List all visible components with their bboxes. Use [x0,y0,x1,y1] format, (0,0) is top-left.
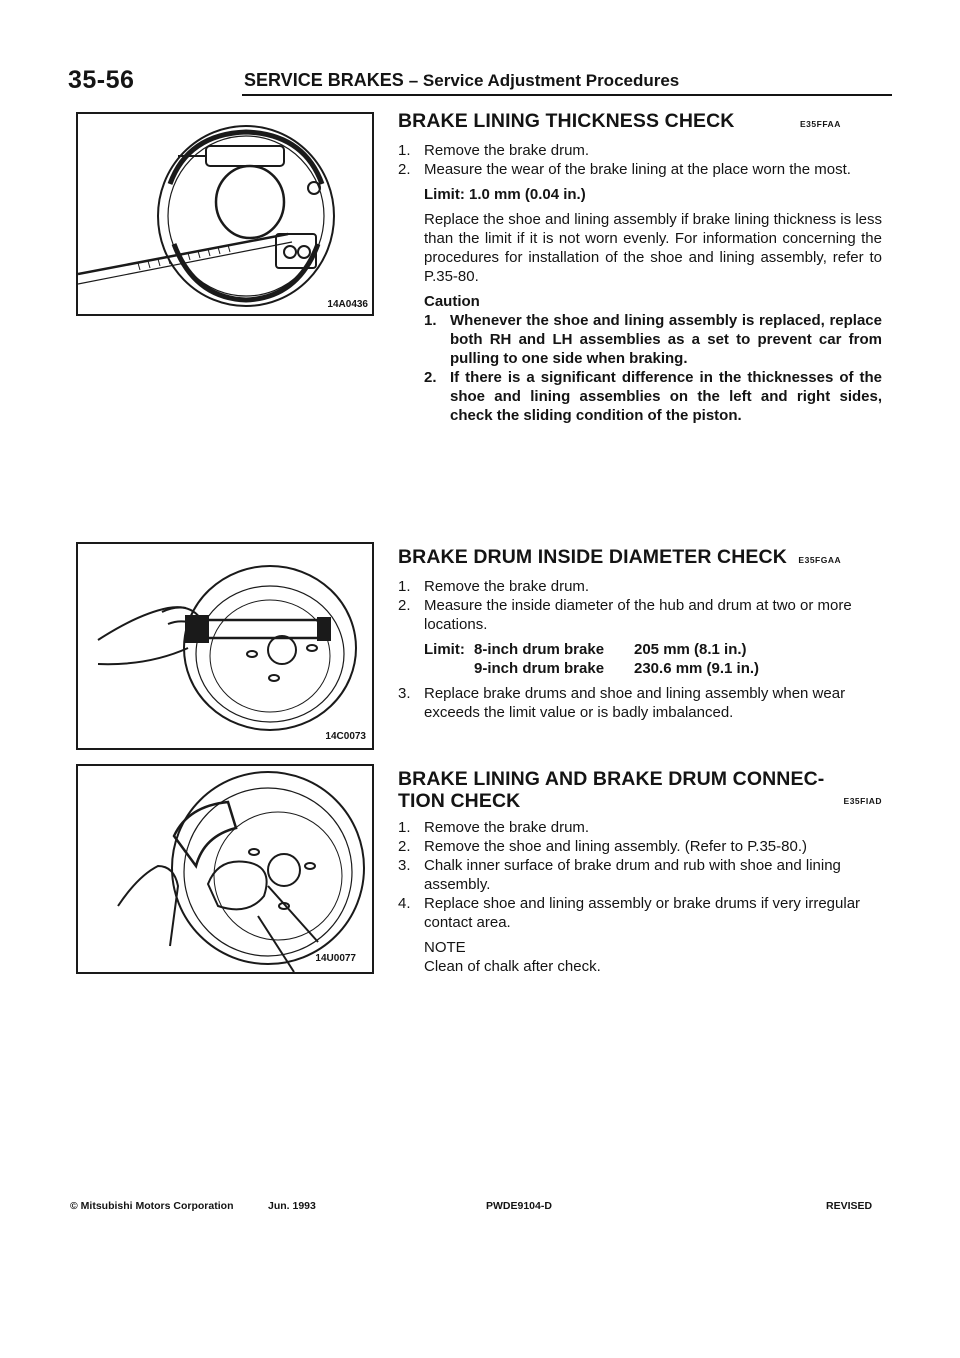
figure-drum-diameter [76,542,374,750]
section-lining-thickness [398,110,882,425]
limit-value: 205 mm (8.1 in.) [634,641,747,658]
step-item: 1. Remove the brake drum. [398,142,590,159]
step-item: 3. Replace brake drums and shoe and lining assembly when wear exceeds the limit value or is badly imbalanced. [398,685,846,721]
section-title-line2: TION CHECK E35FIAD [398,790,882,812]
step-item: 4. Replace shoe and lining assembly or brake drums if very irregular contact area. [398,895,861,931]
section-title: BRAKE LINING THICKNESS CHECK E35FFAA [398,110,841,132]
caution-item: 2. If there is a significant difference in the thicknesses of the shoe and lining assemblies on the left and right sides, check the sliding condition of the piston. [424,369,882,424]
caution-title: Caution [424,293,480,310]
figure-code: 14A0436 [327,299,368,310]
caution-item: 1. Whenever the shoe and lining assembly is replaced, replace both RH and LH assemblies as a set to prevent car from pulling to one side when braking. [424,312,882,367]
note-title: NOTE [424,939,466,956]
step-item: 2. Measure the wear of the brake lining at the place worn the most. [398,161,851,178]
limit-row [424,640,882,659]
limit-item: 9-inch drum brake [474,660,605,677]
step-item: 3. Chalk inner surface of brake drum and rub with shoe and lining assembly. [398,857,841,893]
step-item: 1. Remove the brake drum. [398,578,590,595]
paragraph: Replace the shoe and lining assembly if brake lining thickness is less than the limit if it is not worn evenly. For information concerning the procedures for installation of the shoe and lining assembly, refer to P.35-80. [424,211,882,285]
section-code: E35FIAD [843,796,882,806]
caution-list [398,311,882,425]
note-text: Clean of chalk after check. [424,958,601,975]
limit-table [398,640,882,678]
limit-value: 230.6 mm (9.1 in.) [634,660,760,677]
section-drum-diameter [398,546,882,722]
section-code: E35FGAA [798,555,842,565]
section-title-line1: BRAKE LINING AND BRAKE DRUM CONNEC- [398,768,825,790]
figure-code: 14C0073 [325,731,366,742]
limit-item: 8-inch drum brake [474,641,605,658]
limit-label: Limit: [424,641,465,658]
figure-drum-connection [76,764,374,974]
section-title: BRAKE DRUM INSIDE DIAMETER CHECK E35FGAA [398,546,842,568]
brake-drum-caliper-illustration [78,544,374,750]
step-item: 2. Remove the shoe and lining assembly. (Refer to P.35-80.) [398,838,807,855]
title-sub: – Service Adjustment Procedures [408,71,680,90]
header-rule [242,94,892,96]
footer-doc-code: PWDE9104-D [486,1200,552,1212]
step-item: 2. Measure the inside diameter of the hub and drum at two or more locations. [398,597,852,633]
figure-code: 14U0077 [315,953,356,964]
limit-row [424,659,882,678]
brake-backing-plate-illustration [78,114,374,316]
page-title [244,70,679,91]
step-item: 1. Remove the brake drum. [398,819,590,836]
brake-drum-chalk-illustration [78,766,374,974]
footer-status: REVISED [826,1200,873,1212]
limit-text: Limit: 1.0 mm (0.04 in.) [424,186,586,203]
title-main: SERVICE BRAKES [244,70,404,90]
page-number: 35-56 [68,66,135,94]
section-code: E35FFAA [800,119,841,129]
section-drum-connection [398,768,882,976]
footer-copyright: © Mitsubishi Motors Corporation [70,1200,234,1212]
footer-date: Jun. 1993 [268,1200,316,1212]
figure-lining-thickness [76,112,374,316]
